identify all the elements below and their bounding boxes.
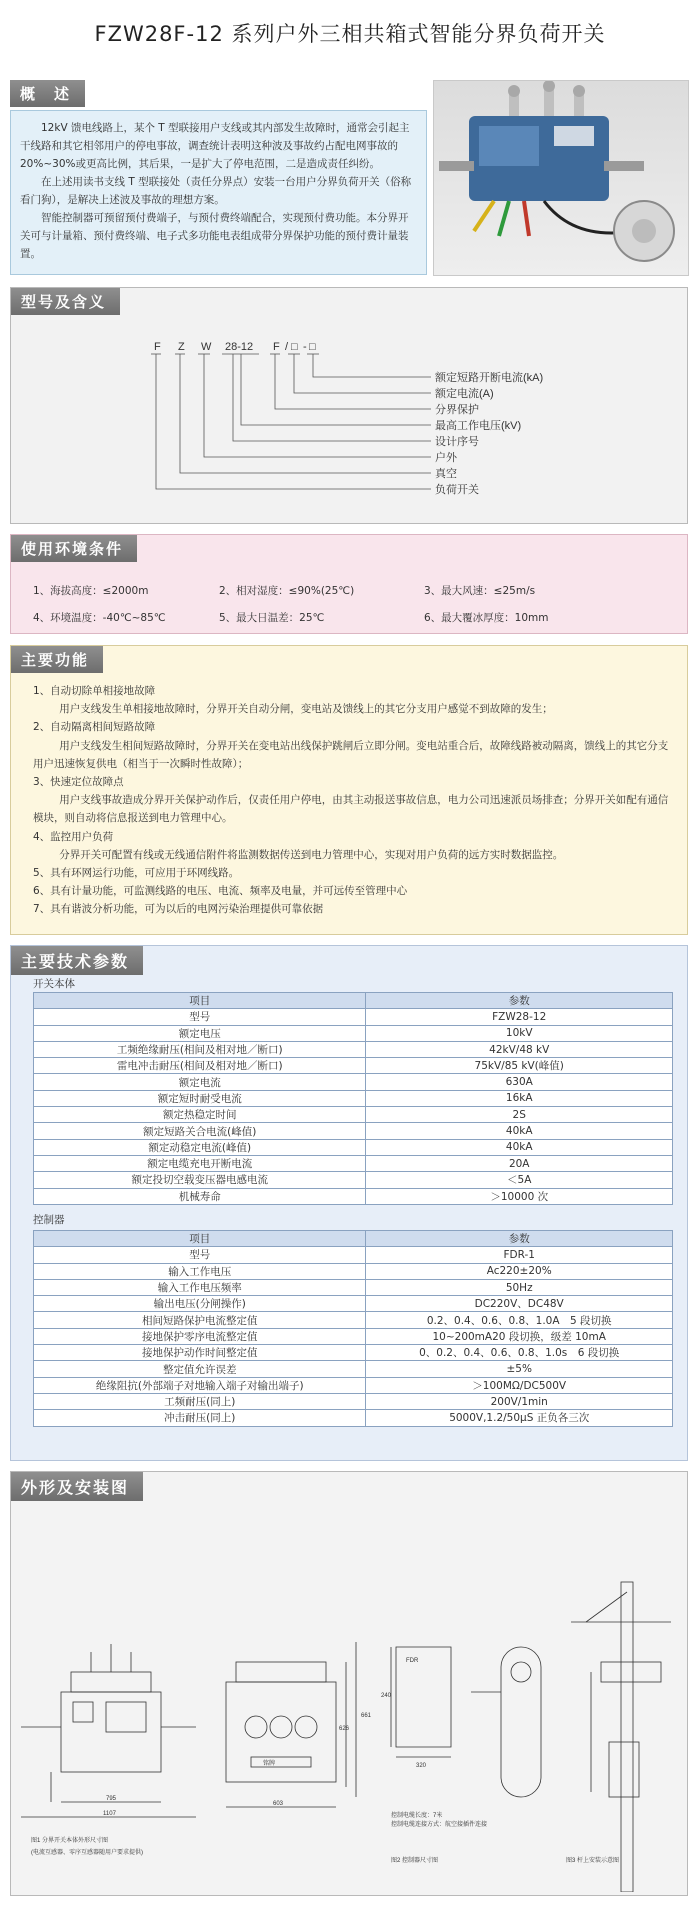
code-letter: 28-12 — [225, 341, 254, 353]
table-row — [34, 1107, 673, 1123]
env-item: 6、最大覆冰厚度：10mm — [424, 612, 549, 624]
nameplate-label: 铭牌 — [263, 1761, 276, 1767]
fig2-caption: 图2 控制器尺寸图 — [391, 1858, 439, 1864]
overview-paragraph: 在上述用读书支线 T 型联接处（责任分界点）安装一台用户分界负荷开关（俗称看门狗），是解决上述波及事故的理想方案。 — [20, 176, 412, 206]
code-letter: W — [201, 341, 212, 353]
function-desc: 分界开关可配置有线或无线通信附件将监测数据传送到电力管理中心，实现对用户负荷的远方实时数据监控。 — [59, 848, 564, 861]
function-desc: 用户支线事故造成分界开关保护动作后，仅责任用户停电，由其主动报送事故信息，电力公司迅速派员场排查；分界开关如配有通信模块，则自动将信息报送到电力管理中心。 — [33, 794, 669, 825]
param-value-cell: 75kV/85 kV(峰值) — [366, 1058, 673, 1074]
function-item — [33, 864, 673, 882]
outline-heading: 外形及安装图 — [11, 1472, 143, 1501]
param-name-cell: 额定短路关合电流(峰值) — [34, 1123, 366, 1139]
param-value-cell: 2S — [366, 1107, 673, 1123]
param-name-cell: 输入工作电压 — [34, 1263, 366, 1279]
table-row — [34, 1279, 673, 1295]
fig1-caption: 图1 分界开关本体外形尺寸图 — [31, 1838, 109, 1844]
param-name-cell: 额定动稳定电流(峰值) — [34, 1139, 366, 1155]
param-value-cell: FZW28-12 — [366, 1009, 673, 1025]
table-row — [34, 1172, 673, 1188]
overview-section — [10, 80, 688, 280]
function-title: 4、监控用户负荷 — [33, 830, 114, 843]
param-name-cell: 相间短路保护电流整定值 — [34, 1312, 366, 1328]
overview-paragraph: 12kV 馈电线路上，某个 T 型联接用户支线或其内部发生故障时，通常会引起主干线路和其它相邻用户的停电事故，调查统计表明这种波及事故约占配电网事故的 20%~30%或更高比例，其后果，一是扩大了停电范围，二是造成责任纠纷。 — [20, 122, 410, 170]
fig1-front-view — [21, 1644, 196, 1817]
meaning-label: 负荷开关 — [435, 484, 479, 496]
fig2-note: 控制电缆连接方式：航空接插件连接 — [391, 1822, 488, 1828]
dim-label: 626 — [339, 1726, 350, 1732]
code-letter: □ — [309, 341, 316, 353]
functions-heading: 主要功能 — [11, 646, 103, 673]
param-value-cell: 40kA — [366, 1123, 673, 1139]
function-item — [33, 828, 673, 864]
environment-section — [10, 534, 688, 634]
param-name-cell: 工频耐压(同上) — [34, 1393, 366, 1409]
param-name-cell: 型号 — [34, 1009, 366, 1025]
table-header-item: 项目 — [34, 1231, 366, 1247]
param-name-cell: 输出电压(分闸操作) — [34, 1296, 366, 1312]
meaning-label: 户外 — [435, 452, 457, 464]
function-item — [33, 900, 673, 918]
param-value-cell: 0.2、0.4、0.6、0.8、1.0A 5 段切换 — [366, 1312, 673, 1328]
function-title: 5、具有环网运行功能，可应用于环网线路。 — [33, 867, 240, 880]
switch-params-table — [33, 992, 673, 1205]
table-row — [34, 1247, 673, 1263]
param-name-cell: 绝缘阻抗(外部端子对地输入端子对输出端子) — [34, 1377, 366, 1393]
env-item: 2、相对湿度：≤90%(25℃) — [219, 585, 355, 597]
table-row — [34, 1058, 673, 1074]
code-letter: □ — [291, 341, 298, 353]
param-value-cell: ＞100MΩ/DC500V — [366, 1377, 673, 1393]
param-value-cell: 0、0.2、0.4、0.6、0.8、1.0s 6 段切换 — [366, 1345, 673, 1361]
tech-params-section — [10, 945, 688, 1461]
meaning-label: 额定短路开断电流(kA) — [435, 372, 544, 384]
param-value-cell: ＞10000 次 — [366, 1188, 673, 1204]
tech-params-heading: 主要技术参数 — [11, 946, 143, 975]
table-row — [34, 1139, 673, 1155]
param-name-cell: 额定电流 — [34, 1074, 366, 1090]
param-name-cell: 雷电冲击耐压(相间及相对地／断口) — [34, 1058, 366, 1074]
param-name-cell: 额定电压 — [34, 1025, 366, 1041]
outline-drawings — [11, 1512, 687, 1892]
table-row — [34, 1312, 673, 1328]
page-title: FZW28F-12 系列户外三相共箱式智能分界负荷开关 — [94, 22, 606, 46]
table-row — [34, 1041, 673, 1057]
model-code-diagram — [11, 288, 687, 523]
param-value-cell: 40kA — [366, 1139, 673, 1155]
dim-label: 1107 — [103, 1811, 116, 1817]
function-title: 7、具有谐波分析功能，可为以后的电网污染治理提供可靠依据 — [33, 903, 324, 916]
environment-heading: 使用环境条件 — [11, 535, 137, 562]
param-name-cell: 整定值允许误差 — [34, 1361, 366, 1377]
env-item: 5、最大日温差：25℃ — [219, 612, 325, 624]
table-row — [34, 1263, 673, 1279]
param-value-cell: 200V/1min — [366, 1393, 673, 1409]
table-header-item: 项目 — [34, 993, 366, 1009]
table-row — [34, 1410, 673, 1426]
fig2-controller — [391, 1647, 541, 1797]
param-value-cell: 42kV/48 kV — [366, 1041, 673, 1057]
param-name-cell: 接地保护动作时间整定值 — [34, 1345, 366, 1361]
function-desc: 用户支线发生单相接地故障时，分界开关自动分闸，变电站及馈线上的其它分支用户感觉不到故障的发生； — [59, 703, 553, 716]
code-letter: / — [285, 341, 289, 353]
dim-label: 795 — [106, 1796, 117, 1802]
overview-paragraph: 智能控制器可预留预付费端子，与预付费终端配合，实现预付费功能。本分界开关可与计量箱、预付费终端、电子式多功能电表组成带分界保护功能的预付费计量装置。 — [20, 212, 409, 260]
param-value-cell: DC220V、DC48V — [366, 1296, 673, 1312]
model-heading: 型号及含义 — [11, 288, 120, 315]
param-value-cell: 5000V,1.2/50μS 正负各三次 — [366, 1410, 673, 1426]
table-row — [34, 1361, 673, 1377]
dim-label: 240 — [381, 1693, 392, 1699]
table-row — [34, 1345, 673, 1361]
code-letter: Z — [178, 341, 185, 353]
env-item: 4、环境温度：-40℃~85℃ — [33, 612, 166, 624]
table-row — [34, 1296, 673, 1312]
function-item — [33, 682, 673, 718]
model-section — [10, 287, 688, 524]
controller-table-label: 控制器 — [33, 1214, 65, 1226]
table-row — [34, 1074, 673, 1090]
param-name-cell: 冲击耐压(同上) — [34, 1410, 366, 1426]
product-photo — [433, 80, 689, 276]
table-row — [34, 1090, 673, 1106]
function-title: 3、快速定位故障点 — [33, 776, 124, 789]
param-value-cell: FDR-1 — [366, 1247, 673, 1263]
table-row — [34, 1393, 673, 1409]
table-row — [34, 1188, 673, 1204]
param-name-cell: 额定投切空载变压器电感电流 — [34, 1172, 366, 1188]
param-value-cell: 20A — [366, 1155, 673, 1171]
function-item — [33, 882, 673, 900]
param-name-cell: 型号 — [34, 1247, 366, 1263]
param-value-cell: 50Hz — [366, 1279, 673, 1295]
param-name-cell: 输入工作电压频率 — [34, 1279, 366, 1295]
function-item — [33, 773, 673, 828]
meaning-label: 设计序号 — [435, 436, 479, 448]
table-row — [34, 1009, 673, 1025]
dim-label: 320 — [416, 1763, 427, 1769]
env-item: 3、最大风速：≤25m/s — [424, 585, 536, 597]
fdr-label: FDR — [406, 1658, 419, 1664]
table-row — [34, 1377, 673, 1393]
overview-heading: 概 述 — [10, 80, 85, 107]
code-letter: F — [273, 341, 280, 353]
code-letter: F — [154, 341, 161, 353]
table-row — [34, 1123, 673, 1139]
function-item — [33, 718, 673, 773]
function-title: 1、自动切除单相接地故障 — [33, 685, 156, 697]
fig3-pole-mount — [571, 1582, 671, 1892]
table-header-param: 参数 — [366, 1231, 673, 1247]
param-name-cell: 额定电缆充电开断电流 — [34, 1155, 366, 1171]
param-value-cell: Ac220±20% — [366, 1263, 673, 1279]
meaning-label: 分界保护 — [435, 404, 479, 416]
param-name-cell: 额定短时耐受电流 — [34, 1090, 366, 1106]
param-name-cell: 工频绝缘耐压(相间及相对地／断口) — [34, 1041, 366, 1057]
dim-label: 661 — [361, 1713, 372, 1719]
code-letter: - — [303, 341, 307, 353]
param-value-cell: 630A — [366, 1074, 673, 1090]
meaning-label: 最高工作电压(kV) — [435, 420, 522, 432]
meaning-label: 额定电流(A) — [435, 388, 494, 400]
env-item: 1、海拔高度：≤2000m — [33, 585, 149, 597]
function-title: 6、具有计量功能，可监测线路的电压、电流、频率及电量，并可远传至管理中心 — [33, 885, 408, 898]
param-value-cell: 10kV — [366, 1025, 673, 1041]
dim-label: 603 — [273, 1801, 284, 1807]
param-value-cell: ±5% — [366, 1361, 673, 1377]
function-desc: 用户支线发生相间短路故障时，分界开关在变电站出线保护跳闸后立即分闸。变电站重合后，故障线路被动隔离，馈线上的其它分支用户迅速恢复供电（相当于一次瞬时性故障）； — [33, 739, 669, 770]
overview-text-box — [10, 110, 427, 275]
switch-table-label: 开关本体 — [33, 978, 75, 990]
table-row — [34, 1155, 673, 1171]
table-row — [34, 1328, 673, 1344]
function-title: 2、自动隔离相间短路故障 — [33, 721, 156, 734]
meaning-label: 真空 — [435, 468, 457, 480]
param-value-cell: 16kA — [366, 1090, 673, 1106]
table-row — [34, 1025, 673, 1041]
table-header-param: 参数 — [366, 993, 673, 1009]
fig1-note: (电流互感器、零序互感器随用户要求提供) — [31, 1850, 143, 1856]
functions-section — [10, 645, 688, 935]
outline-section — [10, 1471, 688, 1896]
fig3-caption: 图3 杆上安装示意图 — [566, 1858, 620, 1864]
param-name-cell: 机械寿命 — [34, 1188, 366, 1204]
param-name-cell: 接地保护零序电流整定值 — [34, 1328, 366, 1344]
param-name-cell: 额定热稳定时间 — [34, 1107, 366, 1123]
functions-list — [33, 682, 673, 919]
param-value-cell: 10~200mA20 段切换，级差 10mA — [366, 1328, 673, 1344]
environment-list — [33, 583, 644, 625]
fig2-note: 控制电缆长度：7米 — [391, 1813, 443, 1819]
param-value-cell: ＜5A — [366, 1172, 673, 1188]
controller-params-table — [33, 1230, 673, 1427]
fig1-side-view — [226, 1642, 356, 1807]
